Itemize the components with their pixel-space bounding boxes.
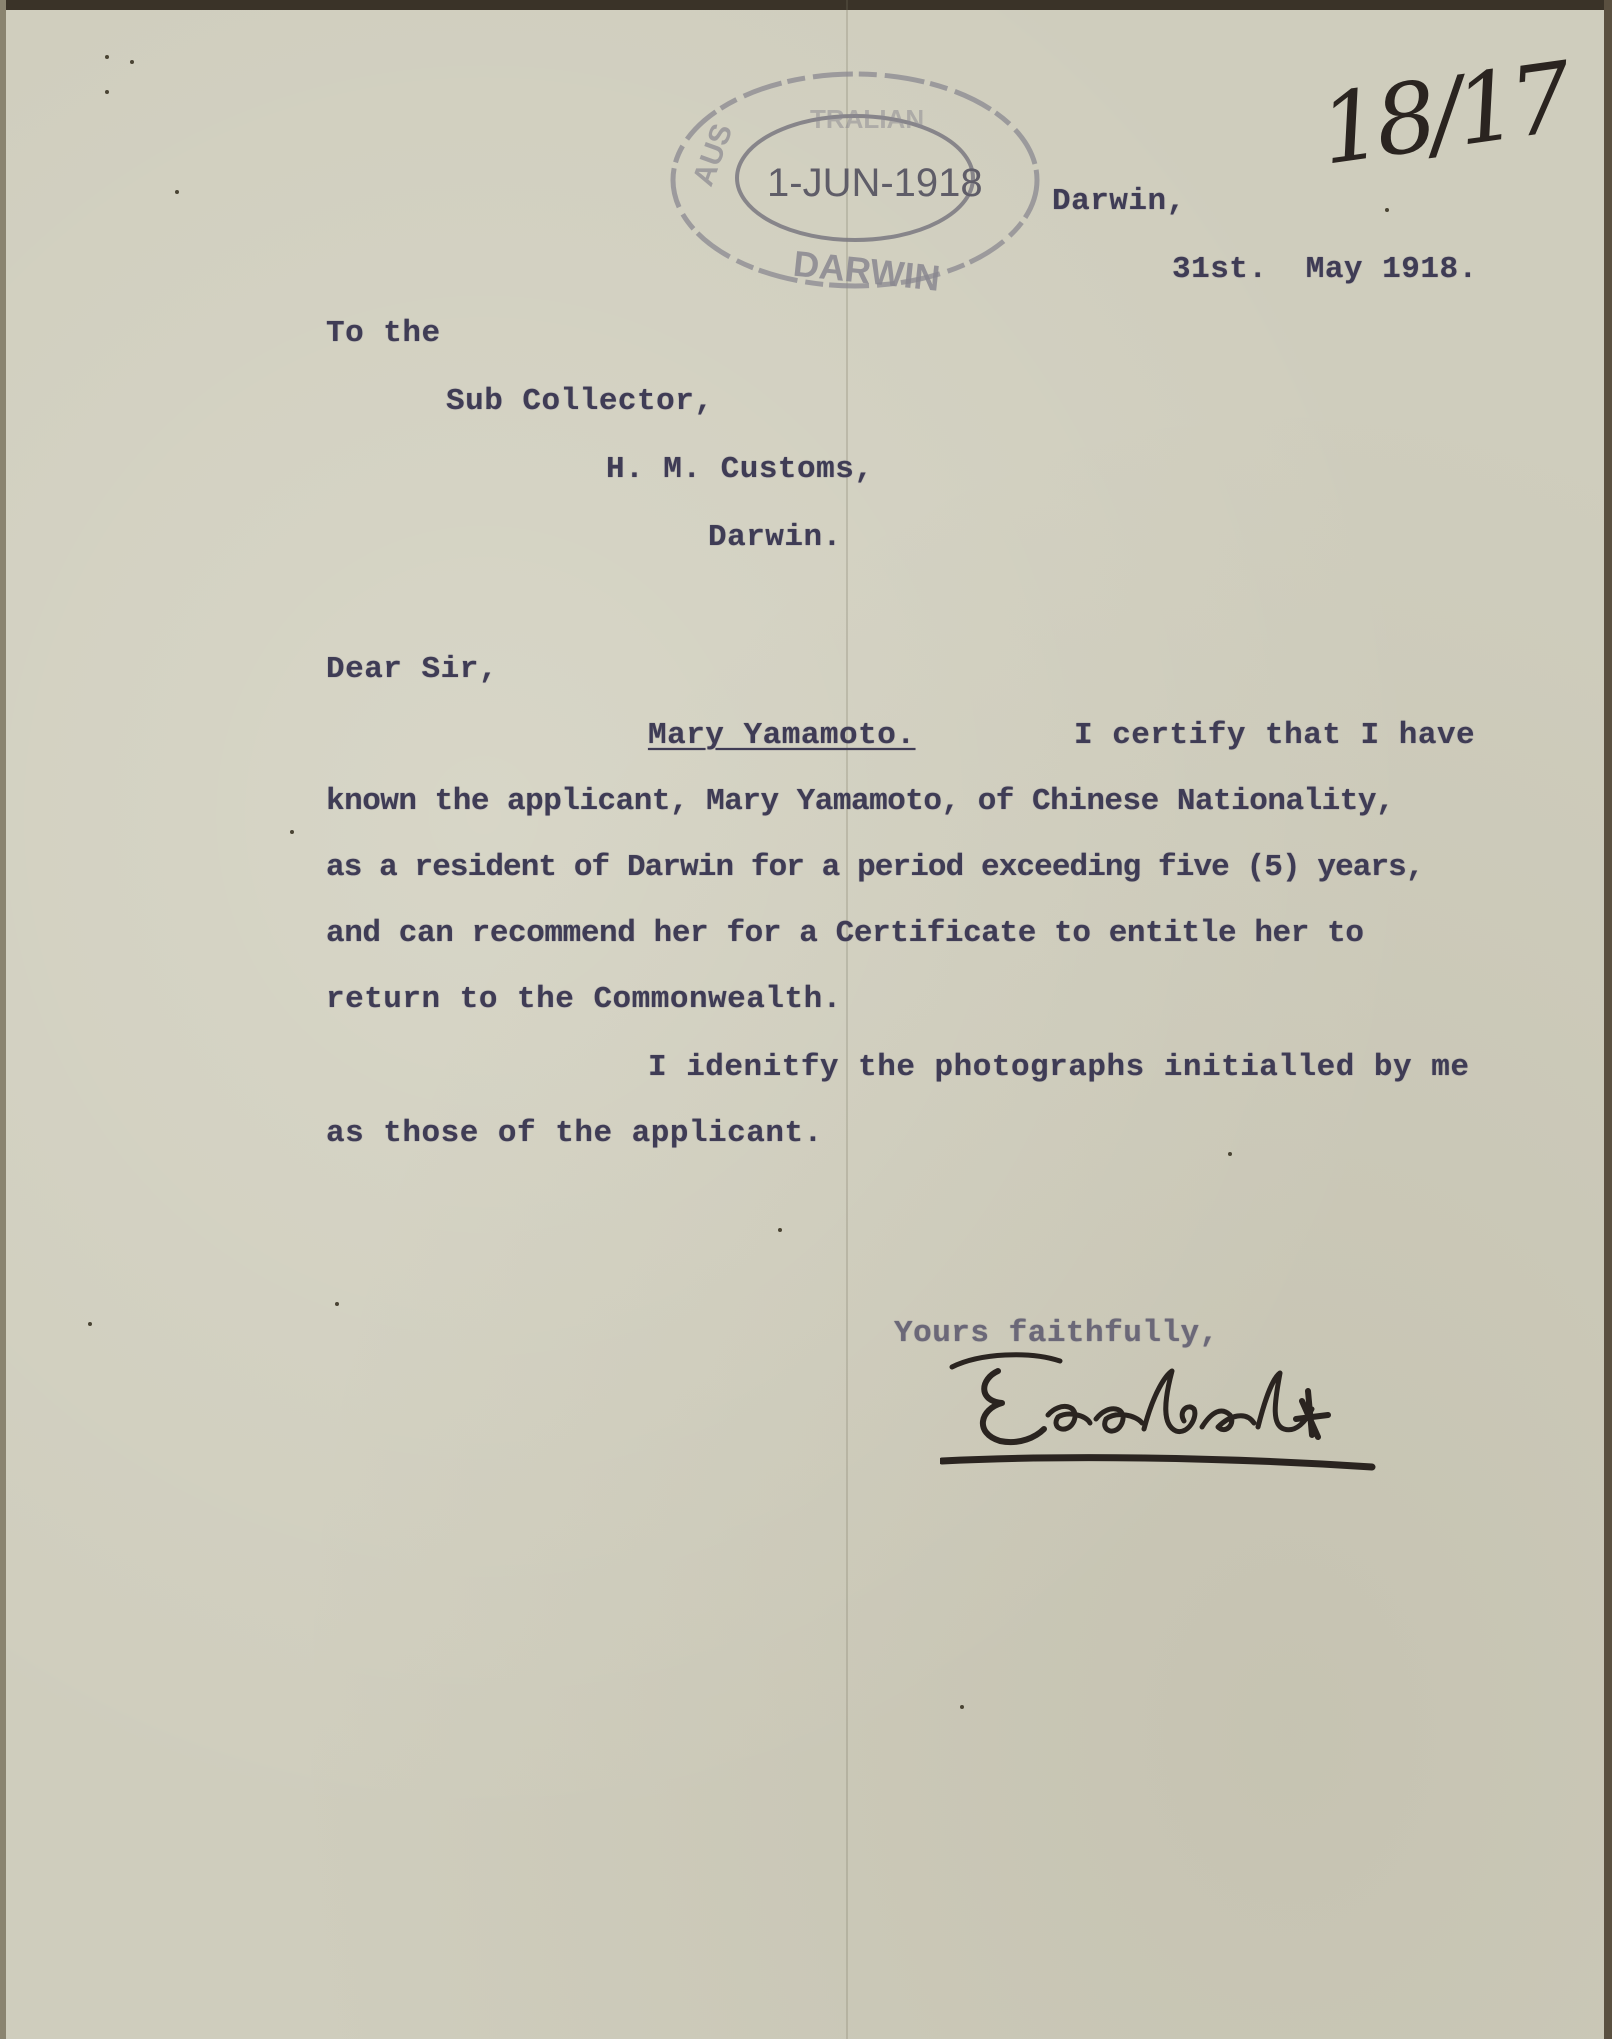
stamp-date: 1-JUN-1918 bbox=[767, 161, 983, 205]
paper-speck bbox=[175, 190, 179, 194]
stamp-place: DARWIN bbox=[791, 242, 943, 299]
page-right-edge bbox=[1604, 0, 1612, 2039]
page-top-edge bbox=[0, 0, 1612, 10]
body-line-7: as those of the applicant. bbox=[326, 1116, 823, 1151]
addressee-line-1: To the bbox=[326, 316, 441, 351]
body-line-2: known the applicant, Mary Yamamoto, of Chinese Nationality, bbox=[326, 784, 1395, 819]
letter-place: Darwin, bbox=[1052, 184, 1186, 219]
paper-speck bbox=[1228, 1152, 1232, 1156]
closing: Yours faithfully, bbox=[894, 1316, 1219, 1351]
page-left-edge bbox=[0, 0, 6, 2039]
body-line-3: as a resident of Darwin for a period exceeding five (5) years, bbox=[326, 850, 1424, 885]
letter-date: 31st. May 1918. bbox=[1172, 252, 1478, 287]
folio-number: 18/17 bbox=[1313, 41, 1574, 187]
paper-fold-line bbox=[846, 0, 848, 2039]
salutation: Dear Sir, bbox=[326, 652, 498, 687]
svg-text:TRALIAN: TRALIAN bbox=[810, 104, 925, 134]
subject-line: Mary Yamamoto. bbox=[648, 718, 916, 753]
body-line-1: I certify that I have bbox=[1074, 718, 1476, 753]
paper-speck bbox=[290, 830, 294, 834]
body-line-6: I idenitfy the photographs initialled by me bbox=[648, 1050, 1470, 1085]
paper-speck bbox=[1385, 208, 1389, 212]
signature bbox=[940, 1345, 1380, 1475]
addressee-line-3: H. M. Customs, bbox=[606, 452, 874, 487]
body-line-5: return to the Commonwealth. bbox=[326, 982, 842, 1017]
paper-speck bbox=[335, 1302, 339, 1306]
paper-speck bbox=[88, 1322, 92, 1326]
paper-speck bbox=[778, 1228, 782, 1232]
received-date-stamp bbox=[665, 60, 1045, 300]
addressee-line-2: Sub Collector, bbox=[446, 384, 714, 419]
paper-speck bbox=[105, 55, 109, 59]
paper-speck bbox=[105, 90, 109, 94]
addressee-line-4: Darwin. bbox=[708, 520, 842, 555]
svg-text:AUS: AUS bbox=[686, 119, 740, 191]
paper-speck bbox=[130, 60, 134, 64]
paper-speck bbox=[960, 1705, 964, 1709]
body-line-4: and can recommend her for a Certificate to entitle her to bbox=[326, 916, 1364, 951]
